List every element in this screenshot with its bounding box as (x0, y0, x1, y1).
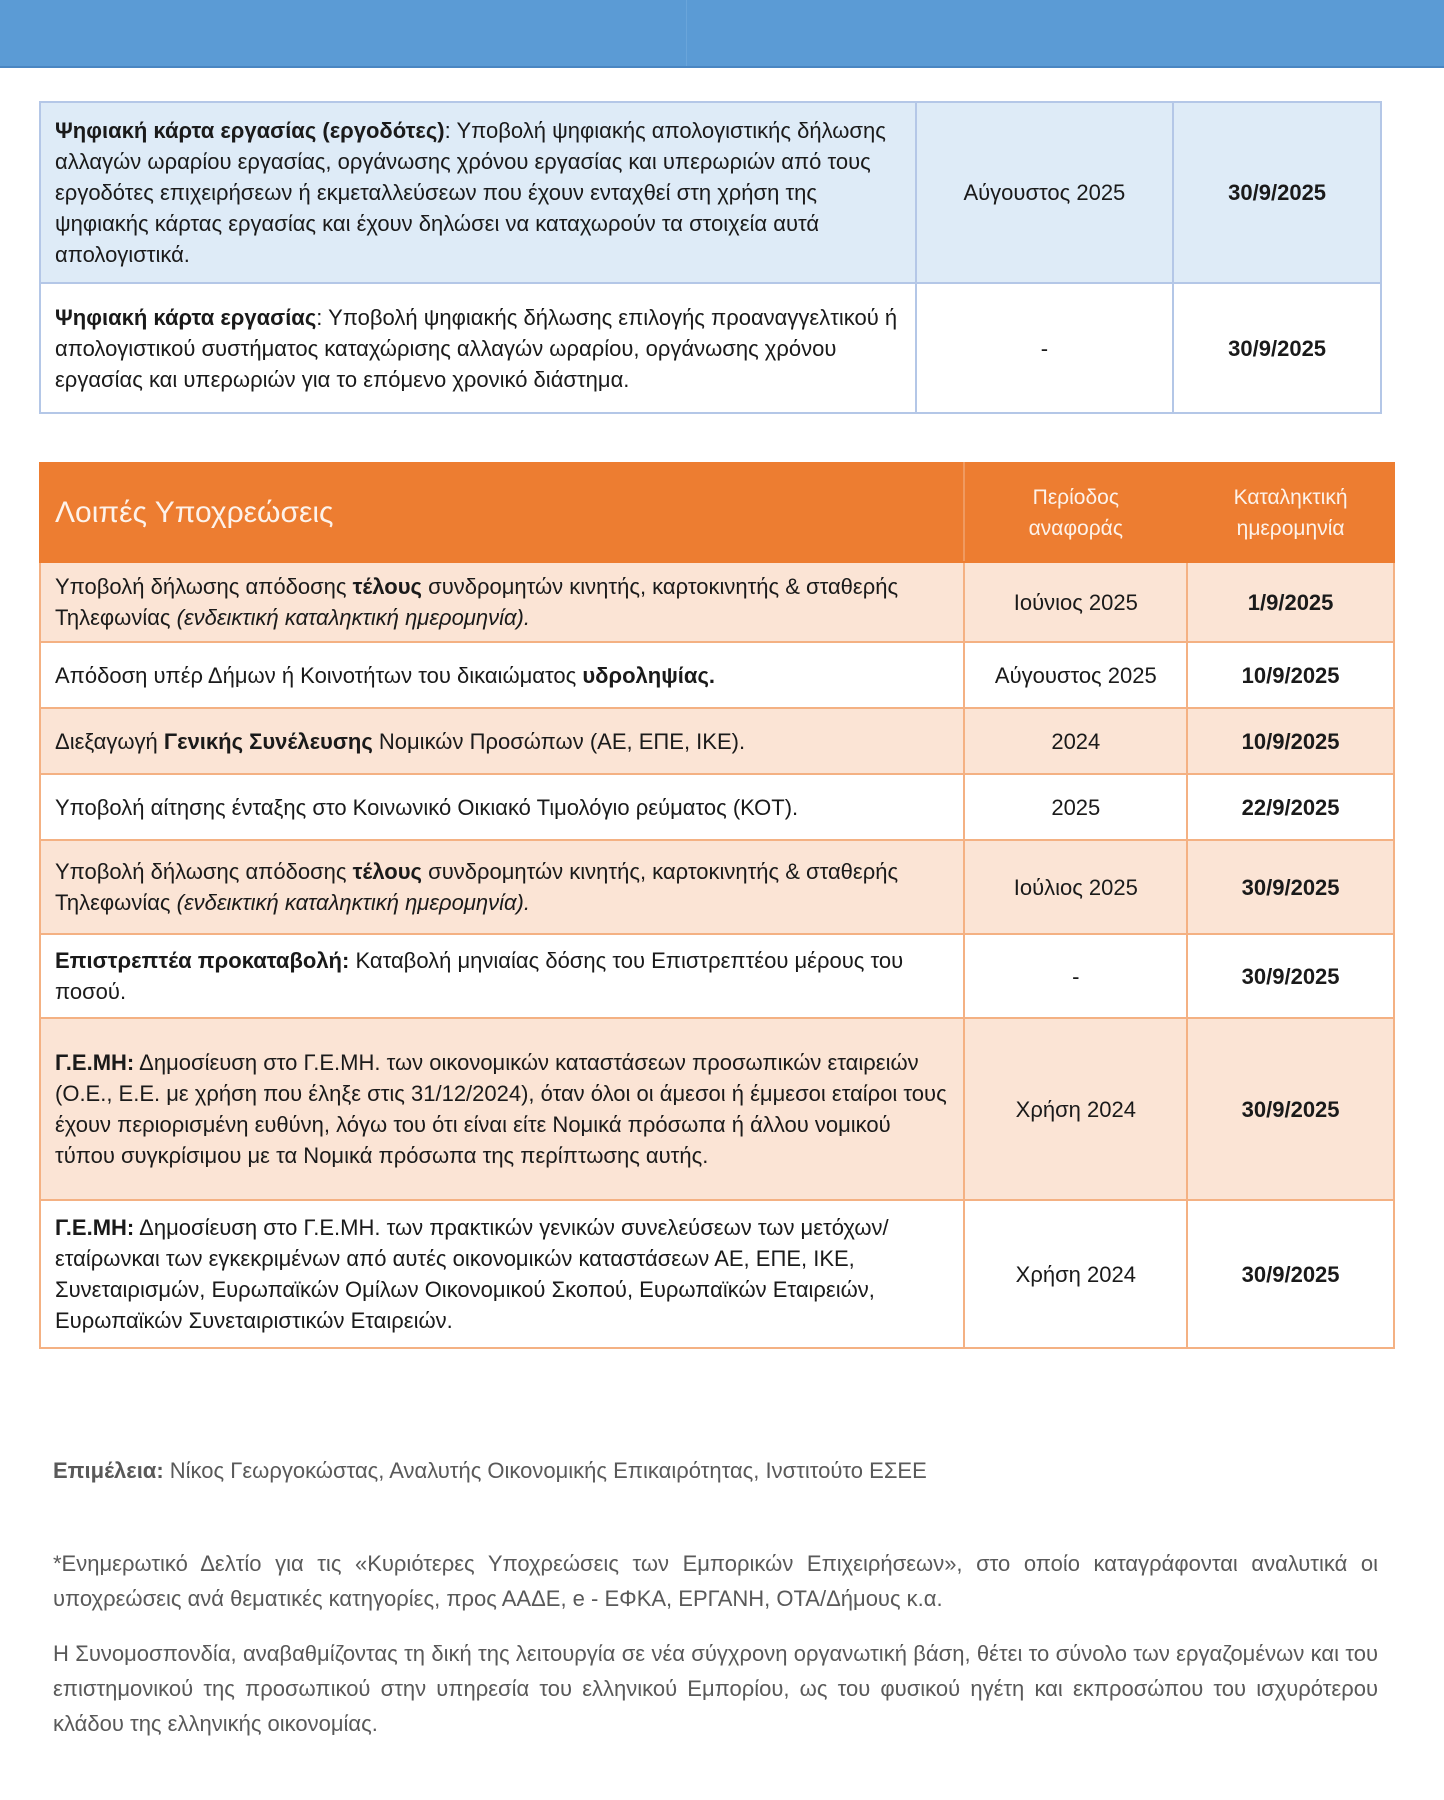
deadline-date: 1/9/2025 (1187, 562, 1394, 642)
obligation-description (40, 840, 964, 934)
text-part: Καταβολή μηνιαίας δόσης του Επιστρεπτέου μέρους του ποσού. (55, 948, 904, 1004)
deadline-date: 30/9/2025 (1173, 102, 1381, 283)
column-header-deadline (1187, 463, 1394, 562)
column-header-period-line1: Περίοδος (1032, 485, 1119, 509)
deadline-date: 22/9/2025 (1187, 774, 1394, 840)
banner-divider (686, 0, 687, 66)
credit-text: Νίκος Γεωργοκώστας, Αναλυτής Οικονομικής Επικαιρότητας, Ινστιτούτο ΕΣΕΕ (163, 1458, 927, 1483)
table-header-row (40, 463, 1394, 562)
bulletin-note: *Ενημερωτικό Δελτίο για τις «Κυριότερες Υποχρεώσεις των Εμπορικών Επιχειρήσεων», στο οποίο καταγράφονται αναλυτικά οι υποχρεώσεις ανά θεματικές κατηγορίες, προς ΑΑΔΕ, e - ΕΦΚΑ, ΕΡΓΑΝΗ, ΟΤΑ/Δήμους κ.α. (53, 1551, 1378, 1611)
table-row (40, 708, 1394, 774)
obligation-description (40, 774, 964, 840)
obligation-description (40, 1200, 964, 1348)
text-part: Διεξαγωγή (55, 728, 164, 754)
text-italic-note: (ενδεικτική καταληκτική ημερομηνία). (176, 605, 530, 630)
reference-period: 2024 (964, 708, 1187, 774)
text-bold: Γενικής Συνέλευσης (163, 728, 373, 754)
obligation-title: Ψηφιακή κάρτα εργασίας (εργοδότες) (55, 118, 445, 143)
reference-period: Αύγουστος 2025 (964, 642, 1187, 708)
table-title: Λοιπές Υποχρεώσεις (40, 463, 964, 562)
obligation-description (40, 283, 916, 413)
text-part: Νομικών Προσώπων (ΑΕ, ΕΠΕ, ΙΚΕ). (372, 728, 746, 754)
table-row (40, 562, 1394, 642)
obligation-description (40, 934, 964, 1018)
text-part: Υποβολή δήλωσης απόδοσης (55, 859, 353, 884)
deadline-date: 30/9/2025 (1187, 1018, 1394, 1200)
obligation-description (40, 708, 964, 774)
deadline-date: 10/9/2025 (1187, 708, 1394, 774)
table-row (40, 283, 1381, 413)
column-header-period-line2: αναφοράς (1028, 516, 1123, 540)
text-part: Δημοσίευση στο Γ.Ε.ΜΗ. των οικονομικών καταστάσεων προσωπικών εταιρειών (Ο.Ε., Ε.Ε. με χρήση που έληξε στις 31/12/2024), όταν όλοι οι άμεσοι ή έμμεσοι εταίροι τους έχουν περιορισμένη ευθύνη, λόγω του ότι είναι είτε Νομικά πρόσωπα ή άλλου νομικού τύπου συγκρίσιμου με τα Νομικά πρόσωπα της περίπτωσης αυτής. (55, 1050, 947, 1168)
text-bold: τέλους (352, 859, 422, 884)
reference-period: - (964, 934, 1187, 1018)
column-header-period (964, 463, 1187, 562)
obligation-text: : Υποβολή ψηφιακής δήλωσης επιλογής προαναγγελτικού ή απολογιστικού συστήματος καταχώρισης αλλαγών ωραρίου, οργάνωσης χρόνου εργασίας και υπερωριών για το επόμενο χρονικό διάστημα. (55, 304, 898, 392)
text-part: Υποβολή δήλωσης απόδοσης (55, 574, 353, 599)
table-row (40, 1018, 1394, 1200)
reference-period: - (916, 283, 1174, 413)
text-part: Δημοσίευση στο Γ.Ε.ΜΗ. των πρακτικών γενικών συνελεύσεων των μετόχων/εταίρωνκαι των εγκεκριμένων από αυτές οικονομικών καταστάσεων ΑΕ, ΕΠΕ, ΙΚΕ, Συνεταιρισμών, Ευρωπαϊκών Ομίλων Οικονομικού Σκοπού, Ευρωπαϊκών Εταιρειών, Ευρωπαϊκών Συνεταιριστικών Εταιρειών. (55, 1215, 889, 1333)
reference-period: Χρήση 2024 (964, 1018, 1187, 1200)
text-italic-note: (ενδεικτική καταληκτική ημερομηνία). (176, 890, 530, 915)
editor-credit (53, 1458, 1378, 1484)
deadline-date: 30/9/2025 (1187, 840, 1394, 934)
table-row (40, 774, 1394, 840)
text-part: Υποβολή αίτησης ένταξης στο Κοινωνικό Οικιακό Τιμολόγιο ρεύματος (ΚΟΤ). (55, 794, 799, 820)
text-part: συνδρομητών κινητής, καρτοκινητής & σταθερής Τηλεφωνίας (55, 574, 899, 630)
table-row (40, 1200, 1394, 1348)
obligation-text: : Υποβολή ψηφιακής απολογιστικής δήλωσης αλλαγών ωραρίου εργασίας, οργάνωσης χρόνου εργασίας και υπερωριών από τους εργοδότες επιχειρήσεων ή εκμεταλλεύσεων που έχουν ενταχθεί στη χρήση της ψηφιακής κάρτας εργασίας και έχουν δηλώσει να καταχωρούν τα στοιχεία αυτά απολογιστικά. (55, 118, 886, 267)
text-bold: τέλους (352, 574, 422, 599)
deadline-date: 10/9/2025 (1187, 642, 1394, 708)
text-bold: Επιστρεπτέα προκαταβολή: (55, 948, 350, 973)
credit-label: Επιμέλεια: (53, 1458, 164, 1483)
obligation-description (40, 102, 916, 283)
reference-period: Χρήση 2024 (964, 1200, 1187, 1348)
top-banner (0, 0, 1444, 68)
table-row (40, 840, 1394, 934)
table-row (40, 102, 1381, 283)
text-part: Απόδοση υπέρ Δήμων ή Κοινοτήτων του δικαιώματος (55, 662, 583, 688)
column-header-deadline-line2: ημερομηνία (1236, 516, 1345, 540)
reference-period: Ιούλιος 2025 (964, 840, 1187, 934)
deadline-date: 30/9/2025 (1187, 1200, 1394, 1348)
table-row (40, 934, 1394, 1018)
digital-work-card-table (39, 101, 1382, 414)
text-bold: Γ.Ε.ΜΗ: (55, 1050, 135, 1075)
text-bold: Γ.Ε.ΜΗ: (55, 1215, 135, 1240)
text-bold: υδροληψίας. (582, 662, 715, 688)
reference-period: 2025 (964, 774, 1187, 840)
deadline-date: 30/9/2025 (1187, 934, 1394, 1018)
obligation-description (40, 1018, 964, 1200)
column-header-deadline-line1: Καταληκτική (1233, 485, 1348, 509)
reference-period: Ιούνιος 2025 (964, 562, 1187, 642)
obligation-description (40, 642, 964, 708)
deadline-date: 30/9/2025 (1173, 283, 1381, 413)
other-obligations-table (39, 462, 1395, 1349)
text-part: συνδρομητών κινητής, καρτοκινητής & σταθερής Τηλεφωνίας (55, 859, 899, 915)
reference-period: Αύγουστος 2025 (916, 102, 1174, 283)
obligation-title: Ψηφιακή κάρτα εργασίας (55, 304, 317, 330)
obligation-description (40, 562, 964, 642)
mission-statement: Η Συνομοσπονδία, αναβαθμίζοντας τη δική της λειτουργία σε νέα σύγχρονη οργανωτική βάση, θέτει το σύνολο των εργαζομένων και του επιστημονικού της προσωπικού στην υπηρεσία του ελληνικού Εμπορίου, ως του φυσικού ηγέτη και εκπροσώπου του ισχυρότερου κλάδου της ελληνικής οικονομίας. (53, 1641, 1378, 1736)
table-row (40, 642, 1394, 708)
